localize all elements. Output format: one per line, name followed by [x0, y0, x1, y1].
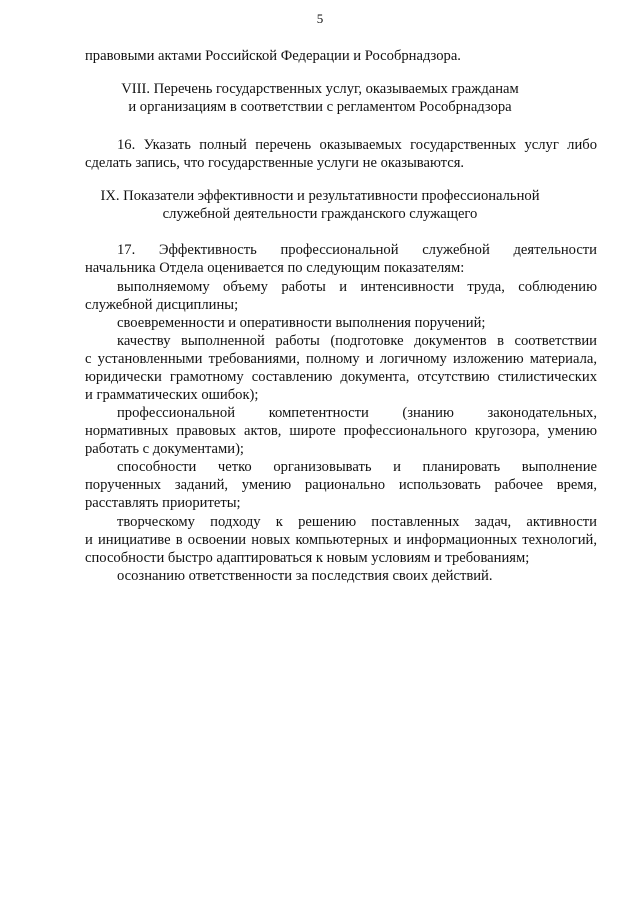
criterion-1-line2: служебной дисциплины;: [85, 297, 239, 313]
item-17-line1: 17. Эффективность профессиональной служебной деятельности: [117, 242, 597, 258]
continuation-line: правовыми актами Российской Федерации и Рособрнадзора.: [85, 48, 461, 64]
criterion-7-line1: осознанию ответственности за последствия своих действий.: [117, 568, 493, 584]
section-viii-heading-line1: VIII. Перечень государственных услуг, оказываемых гражданам: [121, 81, 519, 97]
criterion-4-line3: работать с документами);: [85, 441, 244, 457]
criterion-4-line2: нормативных правовых актов, широте профессионального кругозора, умению: [85, 423, 597, 439]
criterion-2-line1: своевременности и оперативности выполнения поручений;: [117, 315, 486, 331]
section-ix-heading-line2: служебной деятельности гражданского служащего: [162, 206, 478, 222]
criterion-6-line2: и инициативе в освоении новых компьютерных и информационных технологий,: [85, 532, 597, 548]
page-number: 5: [316, 11, 324, 26]
item-16-line1: 16. Указать полный перечень оказываемых государственных услуг либо: [117, 137, 597, 153]
criterion-6-line3: способности быстро адаптироваться к новым условиям и требованиям;: [85, 550, 530, 566]
criterion-3-line4: и грамматических ошибок);: [85, 387, 259, 403]
criterion-3-line1: качеству выполненной работы (подготовке документов в соответствии: [117, 333, 597, 349]
criterion-3-line2: с установленными требованиями, полному и логичному изложению материала,: [85, 351, 597, 367]
criterion-3-line3: юридически грамотному составлению документа, отсутствию стилистических: [85, 369, 597, 385]
criterion-4-line1: профессиональной компетентности (знанию законодательных,: [117, 405, 597, 421]
criterion-1-line1: выполняемому объему работы и интенсивности труда, соблюдению: [117, 279, 597, 295]
criterion-5-line1: способности четко организовывать и планировать выполнение: [117, 459, 597, 475]
criterion-5-line2: порученных заданий, умению рационально использовать рабочее время,: [85, 477, 597, 493]
item-16-line2: сделать запись, что государственные услуги не оказываются.: [85, 155, 465, 171]
section-ix-heading-line1: IX. Показатели эффективности и результативности профессиональной: [100, 188, 540, 204]
criterion-6-line1: творческому подходу к решению поставленных задач, активности: [117, 514, 597, 530]
criterion-5-line3: расставлять приоритеты;: [85, 495, 241, 511]
section-viii-heading-line2: и организациям в соответствии с регламентом Рособрнадзора: [128, 99, 512, 115]
item-17-line2: начальника Отдела оценивается по следующим показателям:: [85, 260, 465, 276]
